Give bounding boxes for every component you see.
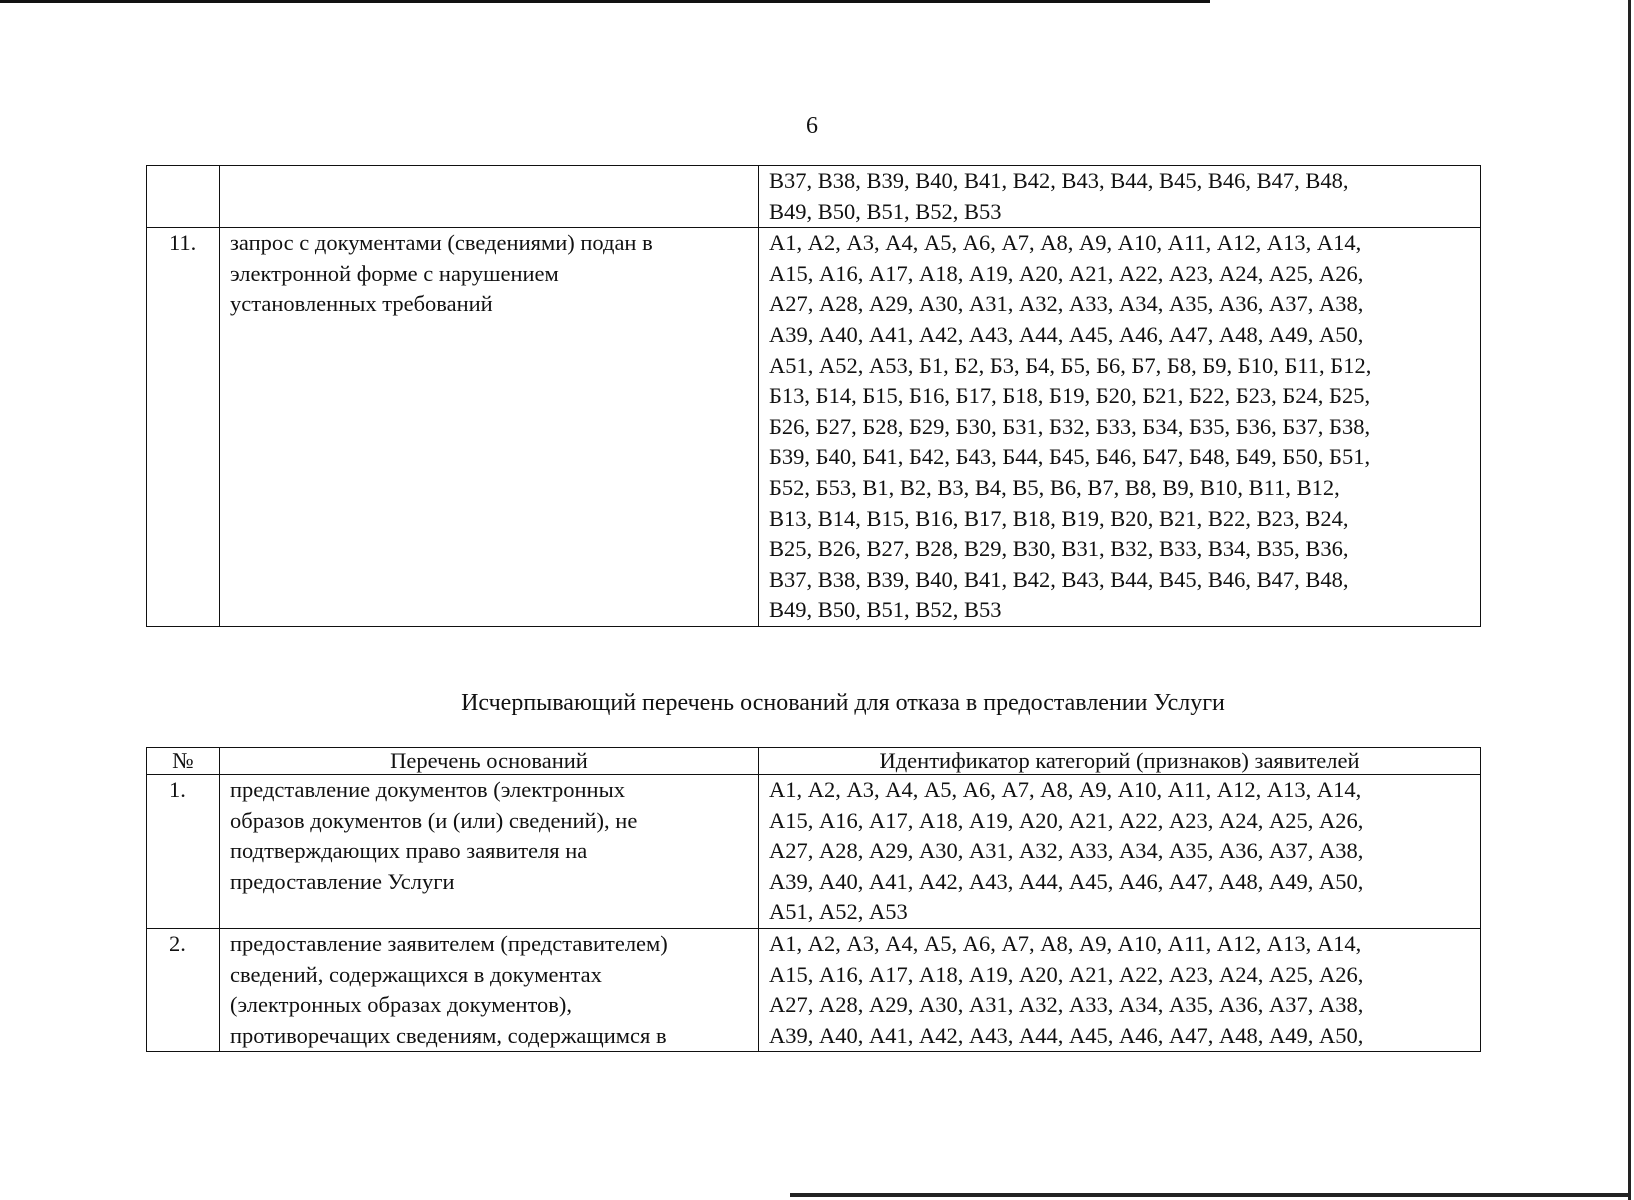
header-reasons: Перечень оснований xyxy=(220,748,759,775)
row-codes: А1, А2, А3, А4, А5, А6, А7, А8, А9, А10, А11, А12, А13, А14, А15, А16, А17, А18, А19, А20, А21, А22, А23, А24, А25, А26, А27, А28, А29, А30, А31, А32, А33, А34, А35, А36, А37, А38, А39, А40, А41, А42, А43, А44, А45, А46, А47, А48, А49, А50, А51, А52, А53 xyxy=(759,775,1481,929)
scan-edge-right xyxy=(1628,0,1631,1200)
header-number: № xyxy=(147,748,220,775)
table-header-row xyxy=(147,748,1481,775)
row-reason: предоставление заявителем (представителем) сведений, содержащихся в документах (электронных образах документов), противоречащих сведениям, содержащимся в xyxy=(220,928,759,1051)
section-title: Исчерпывающий перечень оснований для отказа в предоставлении Услуги xyxy=(461,690,1225,716)
scan-edge-bottom xyxy=(790,1193,1630,1197)
continued-table xyxy=(146,165,1481,627)
table-row xyxy=(147,775,1481,929)
row-codes: А1, А2, А3, А4, А5, А6, А7, А8, А9, А10, А11, А12, А13, А14, А15, А16, А17, А18, А19, А20, А21, А22, А23, А24, А25, А26, А27, А28, А29, А30, А31, А32, А33, А34, А35, А36, А37, А38, А39, А40, А41, А42, А43, А44, А45, А46, А47, А48, А49, А50, xyxy=(759,928,1481,1051)
table-row xyxy=(147,928,1481,1051)
table-row xyxy=(147,166,1481,228)
header-identifiers: Идентификатор категорий (признаков) заявителей xyxy=(759,748,1481,775)
row-reason xyxy=(220,166,759,228)
row-codes: А1, А2, А3, А4, А5, А6, А7, А8, А9, А10, А11, А12, А13, А14, А15, А16, А17, А18, А19, А20, А21, А22, А23, А24, А25, А26, А27, А28, А29, А30, А31, А32, А33, А34, А35, А36, А37, А38, А39, А40, А41, А42, А43, А44, А45, А46, А47, А48, А49, А50, А51, А52, А53, Б1, Б2, Б3, Б4, Б5, Б6, Б7, Б8, Б9, Б10, Б11, Б12, Б13, Б14, Б15, Б16, Б17, Б18, Б19, Б20, Б21, Б22, Б23, Б24, Б25, Б26, Б27, Б28, Б29, Б30, Б31, Б32, Б33, Б34, Б35, Б36, Б37, Б38, Б39, Б40, Б41, Б42, Б43, Б44, Б45, Б46, Б47, Б48, Б49, Б50, Б51, Б52, Б53, В1, В2, В3, В4, В5, В6, В7, В8, В9, В10, В11, В12, В13, В14, В15, В16, В17, В18, В19, В20, В21, В22, В23, В24, В25, В26, В27, В28, В29, В30, В31, В32, В33, В34, В35, В36, В37, В38, В39, В40, В41, В42, В43, В44, В45, В46, В47, В48, В49, В50, В51, В52, В53 xyxy=(759,228,1481,627)
scan-edge-top xyxy=(0,0,1210,3)
table-row xyxy=(147,228,1481,627)
row-number: 1. xyxy=(147,775,220,929)
row-number xyxy=(147,166,220,228)
row-codes: В37, В38, В39, В40, В41, В42, В43, В44, В45, В46, В47, В48, В49, В50, В51, В52, В53 xyxy=(759,166,1481,228)
row-reason: представление документов (электронных образов документов (и (или) сведений), не подтверждающих право заявителя на предоставление Услуги xyxy=(220,775,759,929)
row-number: 11. xyxy=(147,228,220,627)
row-reason: запрос с документами (сведениями) подан в электронной форме с нарушением установленных требований xyxy=(220,228,759,627)
row-number: 2. xyxy=(147,928,220,1051)
page-number: 6 xyxy=(806,113,818,139)
refusal-grounds-table xyxy=(146,747,1481,1052)
